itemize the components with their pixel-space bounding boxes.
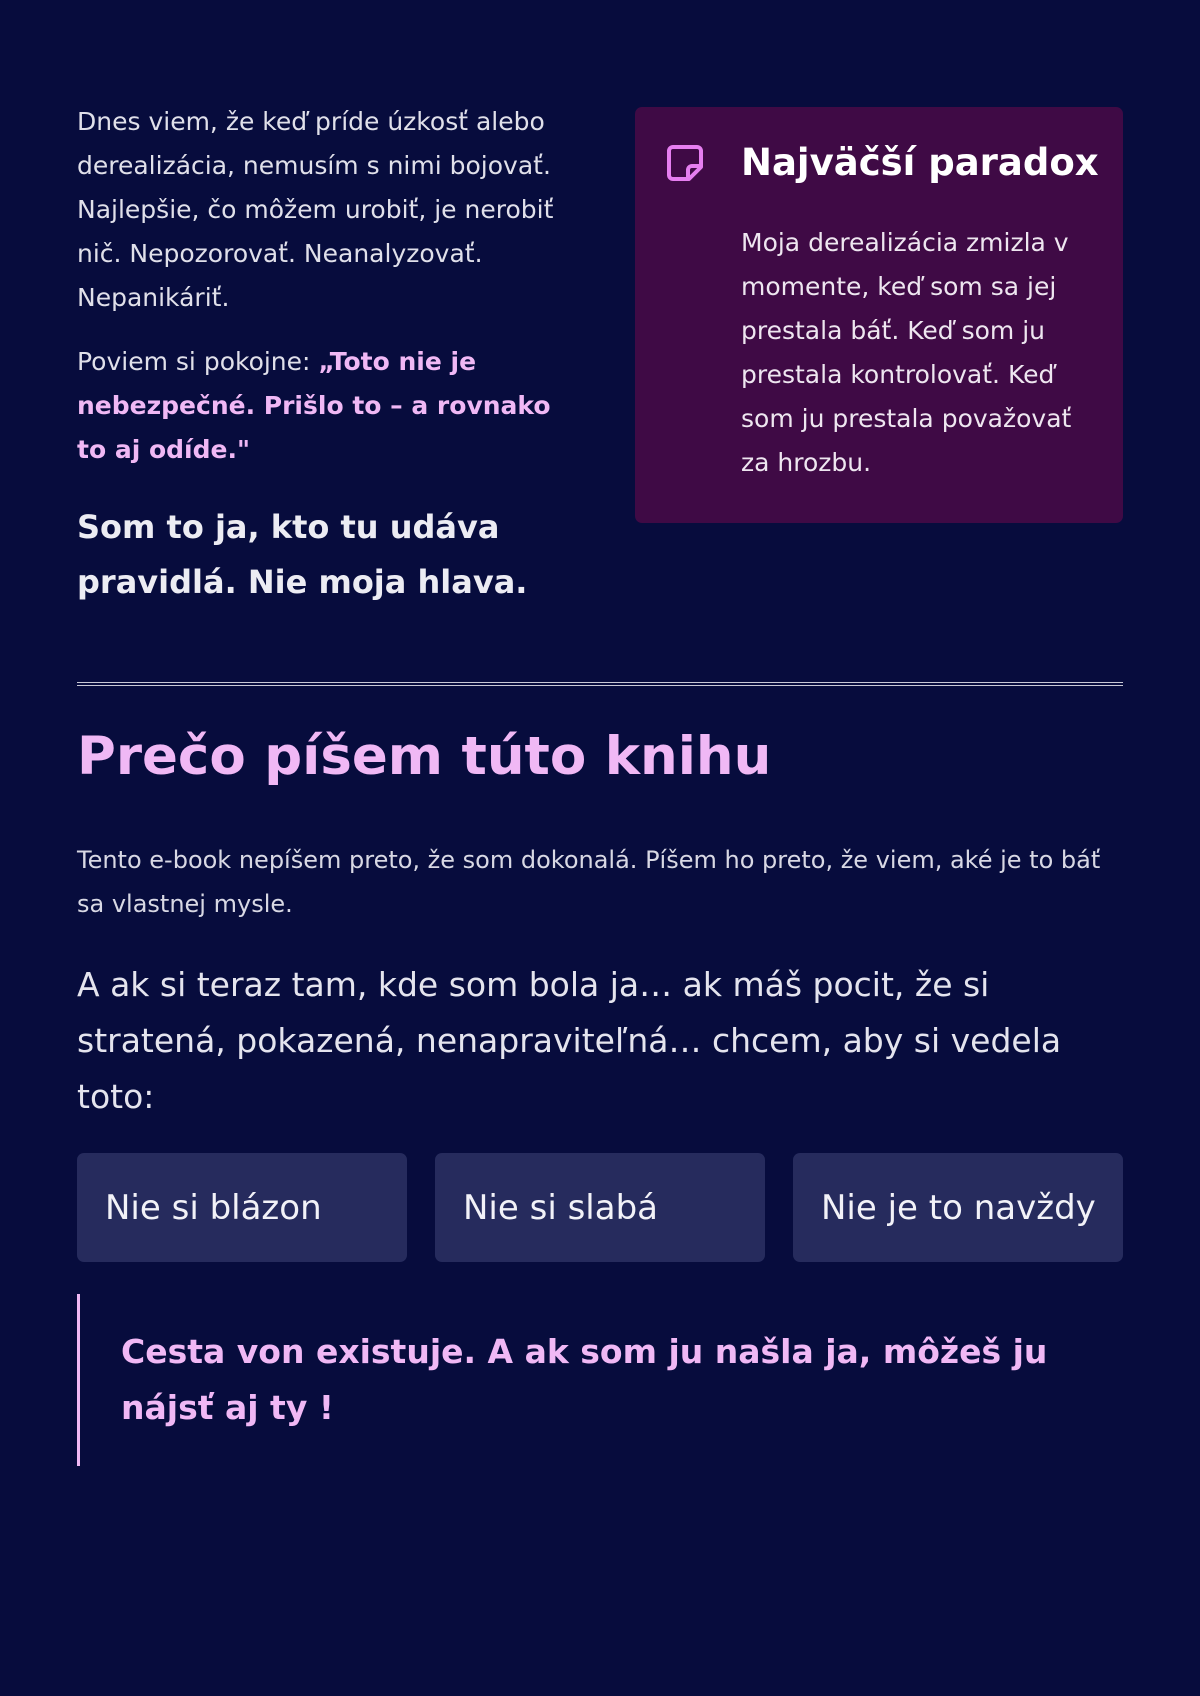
section-divider bbox=[77, 682, 1123, 686]
closing-blockquote bbox=[77, 1294, 1123, 1466]
section-lead: A ak si teraz tam, kde som bola ja… ak máš pocit, že si stratená, pokazená, nenapraviteľná… chcem, aby si vedela toto: bbox=[77, 965, 1062, 1116]
callout-title: Najväčší paradox bbox=[741, 141, 1099, 184]
sticky-note-icon bbox=[665, 143, 705, 183]
paradox-callout bbox=[635, 107, 1123, 523]
affirmation-cards bbox=[77, 1153, 1123, 1262]
closing-quote-text: Cesta von existuje. A ak som ju našla ja, môžeš ju nájsť aj ty ! bbox=[121, 1332, 1048, 1427]
section-title: Prečo píšem túto knihu bbox=[77, 726, 772, 787]
calm-quote: „Toto nie je nebezpečné. Prišlo to – a rovnako to aj odíde." bbox=[77, 347, 551, 464]
section-intro: Tento e-book nepíšem preto, že som dokonalá. Píšem ho preto, že viem, aké je to báť sa vlastnej mysle. bbox=[77, 846, 1101, 918]
page bbox=[77, 0, 1123, 1696]
intro-column bbox=[77, 100, 577, 642]
calm-paragraph bbox=[77, 340, 577, 472]
bold-statement: Som to ja, kto tu udáva pravidlá. Nie moja hlava. bbox=[77, 508, 528, 601]
intro-paragraph: Dnes viem, že keď príde úzkosť alebo derealizácia, nemusím s nimi bojovať. Najlepšie, čo môžem urobiť, je nerobiť nič. Nepozorovať. Neanalyzovať. Nepanikáriť. bbox=[77, 107, 554, 312]
calm-paragraph-prefix: Poviem si pokojne: bbox=[77, 347, 319, 376]
callout-text: Moja derealizácia zmizla v momente, keď som sa jej prestala báť. Keď som ju prestala kontrolovať. Keď som ju prestala považovať za hrozbu. bbox=[741, 228, 1072, 477]
affirmation-card: Nie je to navždy bbox=[793, 1153, 1123, 1262]
affirmation-card: Nie si slabá bbox=[435, 1153, 765, 1262]
affirmation-card: Nie si blázon bbox=[77, 1153, 407, 1262]
